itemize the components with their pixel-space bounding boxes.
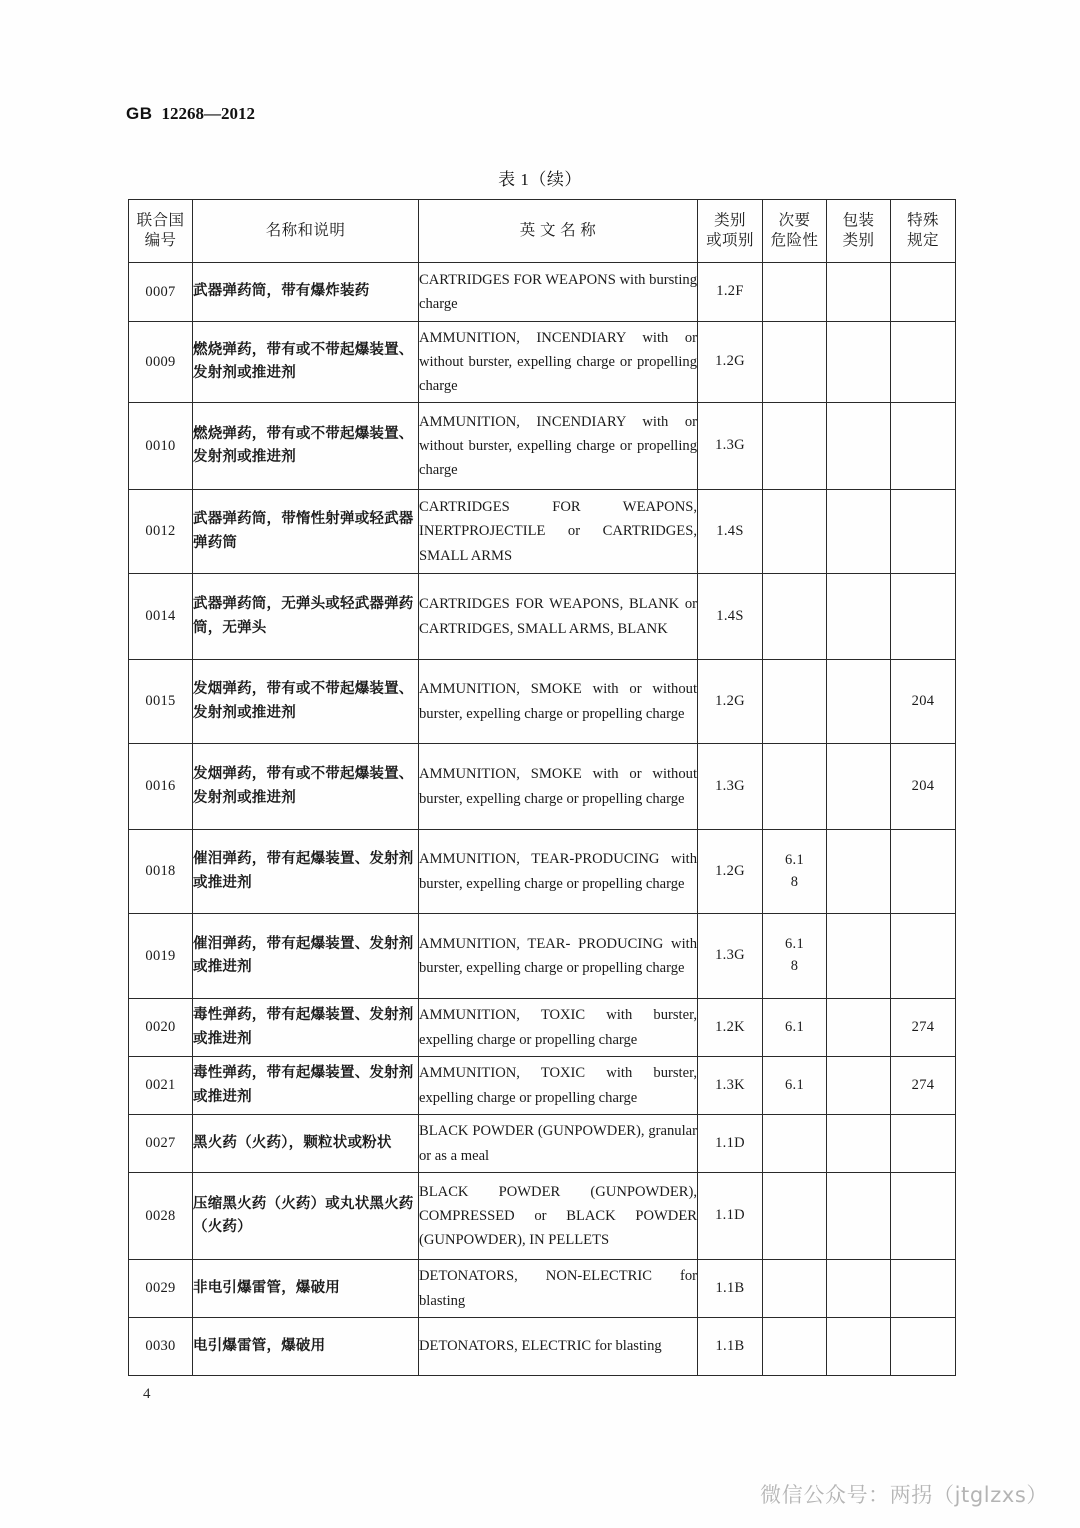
cell-packing-group <box>827 1115 891 1173</box>
cell-un-number: 0028 <box>129 1173 193 1260</box>
cell-un-number: 0029 <box>129 1260 193 1318</box>
standard-number: 12268—2012 <box>161 104 255 123</box>
cell-secondary-hazard <box>763 1260 827 1318</box>
cell-name-description: 燃烧弹药，带有或不带起爆装置、发射剂或推进剂 <box>193 322 419 403</box>
cell-english-name: AMMUNITION, SMOKE with or without burster, expelling charge or propelling charge <box>419 660 698 744</box>
cell-name-description: 发烟弹药，带有或不带起爆装置、发射剂或推进剂 <box>193 660 419 744</box>
column-header-packing-group-line2: 类别 <box>842 232 875 249</box>
watermark: 微信公众号：两拐（jtglzxs） <box>760 1483 1048 1507</box>
column-header-name-description <box>193 200 419 263</box>
cell-special-provisions <box>891 490 956 574</box>
cell-un-number: 0012 <box>129 490 193 574</box>
cell-class-division: 1.2G <box>698 322 763 403</box>
cell-class-division: 1.3G <box>698 403 763 490</box>
cell-english-name: CARTRIDGES FOR WEAPONS with bursting charge <box>419 263 698 322</box>
cell-secondary-hazard <box>763 490 827 574</box>
cell-un-number: 0021 <box>129 1057 193 1115</box>
page-number: 4 <box>143 1386 151 1402</box>
cell-english-name: BLACK POWDER (GUNPOWDER), COMPRESSED or BLACK POWDER (GUNPOWDER), IN PELLETS <box>419 1173 698 1260</box>
cell-secondary-hazard-line1: 6.1 <box>784 936 805 953</box>
standard-header <box>126 104 255 124</box>
column-header-special-provisions <box>891 200 956 263</box>
dangerous-goods-table-wrapper <box>128 199 955 1376</box>
cell-packing-group <box>827 744 891 830</box>
cell-english-name: AMMUNITION, TEAR-PRODUCING with burster, expelling charge or propelling charge <box>419 830 698 914</box>
cell-class-division: 1.2G <box>698 830 763 914</box>
table-row <box>129 574 956 660</box>
cell-secondary-hazard <box>763 322 827 403</box>
column-header-packing-group-line1: 包装 <box>842 212 875 230</box>
cell-name-description: 毒性弹药，带有起爆装置、发射剂或推进剂 <box>193 1057 419 1115</box>
table-row <box>129 660 956 744</box>
table-row <box>129 830 956 914</box>
cell-secondary-hazard <box>763 914 827 999</box>
table-row <box>129 999 956 1057</box>
cell-special-provisions: 204 <box>891 660 956 744</box>
cell-un-number: 0007 <box>129 263 193 322</box>
cell-un-number: 0016 <box>129 744 193 830</box>
table-caption: 表 1（续） <box>498 170 582 189</box>
cell-secondary-hazard-line1: 6.1 <box>784 1018 805 1035</box>
cell-class-division: 1.3G <box>698 744 763 830</box>
cell-name-description: 催泪弹药，带有起爆装置、发射剂或推进剂 <box>193 830 419 914</box>
table-header <box>129 200 956 263</box>
cell-secondary-hazard <box>763 830 827 914</box>
cell-english-name: DETONATORS, ELECTRIC for blasting <box>419 1318 698 1376</box>
cell-name-description: 非电引爆雷管，爆破用 <box>193 1260 419 1318</box>
cell-secondary-hazard <box>763 263 827 322</box>
cell-secondary-hazard-line2: 8 <box>790 873 799 890</box>
cell-packing-group <box>827 490 891 574</box>
cell-packing-group <box>827 1173 891 1260</box>
column-header-special-provisions-line1: 特殊 <box>907 212 939 230</box>
cell-special-provisions <box>891 1173 956 1260</box>
cell-english-name: CARTRIDGES FOR WEAPONS, BLANK or CARTRIDGES, SMALL ARMS, BLANK <box>419 574 698 660</box>
cell-un-number: 0030 <box>129 1318 193 1376</box>
cell-packing-group <box>827 1057 891 1115</box>
cell-secondary-hazard-line2: 8 <box>790 958 799 974</box>
cell-un-number: 0009 <box>129 322 193 403</box>
cell-packing-group <box>827 574 891 660</box>
cell-special-provisions <box>891 574 956 660</box>
cell-special-provisions <box>891 914 956 999</box>
table-body <box>129 263 956 1376</box>
cell-special-provisions <box>891 322 956 403</box>
cell-special-provisions <box>891 830 956 914</box>
cell-class-division: 1.1D <box>698 1173 763 1260</box>
cell-special-provisions: 274 <box>891 999 956 1057</box>
cell-english-name: AMMUNITION, INCENDIARY with or without burster, expelling charge or propelling charge <box>419 403 698 490</box>
cell-class-division: 1.3G <box>698 914 763 999</box>
standard-prefix: GB <box>126 104 153 123</box>
cell-special-provisions <box>891 263 956 322</box>
table-row <box>129 1115 956 1173</box>
column-header-class-division-line1: 类别 <box>714 212 746 230</box>
cell-special-provisions <box>891 1260 956 1318</box>
table-row <box>129 490 956 574</box>
cell-name-description: 压缩黑火药（火药）或丸状黑火药（火药） <box>193 1173 419 1260</box>
cell-class-division: 1.4S <box>698 490 763 574</box>
column-header-secondary-hazard-line2: 危险性 <box>770 232 819 249</box>
cell-special-provisions: 274 <box>891 1057 956 1115</box>
column-header-secondary-hazard-line1: 次要 <box>778 212 811 230</box>
cell-class-division: 1.2G <box>698 660 763 744</box>
cell-packing-group <box>827 403 891 490</box>
cell-class-division: 1.4S <box>698 574 763 660</box>
cell-class-division: 1.1D <box>698 1115 763 1173</box>
cell-packing-group <box>827 1260 891 1318</box>
cell-un-number: 0020 <box>129 999 193 1057</box>
table-row <box>129 322 956 403</box>
cell-secondary-hazard <box>763 999 827 1057</box>
column-header-class-division-line2: 或项别 <box>706 232 754 249</box>
cell-packing-group <box>827 660 891 744</box>
cell-special-provisions: 204 <box>891 744 956 830</box>
cell-name-description: 燃烧弹药，带有或不带起爆装置、发射剂或推进剂 <box>193 403 419 490</box>
table-row <box>129 1318 956 1376</box>
cell-name-description: 催泪弹药，带有起爆装置、发射剂或推进剂 <box>193 914 419 999</box>
table-row <box>129 744 956 830</box>
cell-name-description: 武器弹药筒，带惰性射弹或轻武器弹药筒 <box>193 490 419 574</box>
table-row <box>129 1260 956 1318</box>
column-header-packing-group <box>827 200 891 263</box>
cell-un-number: 0014 <box>129 574 193 660</box>
table-row <box>129 1173 956 1260</box>
cell-english-name: BLACK POWDER (GUNPOWDER), granular or as a meal <box>419 1115 698 1173</box>
cell-class-division: 1.2K <box>698 999 763 1057</box>
cell-un-number: 0015 <box>129 660 193 744</box>
cell-packing-group <box>827 1318 891 1376</box>
column-header-name-description-line1: 名称和说明 <box>265 222 346 240</box>
cell-secondary-hazard <box>763 1115 827 1173</box>
column-header-secondary-hazard <box>763 200 827 263</box>
cell-secondary-hazard <box>763 403 827 490</box>
cell-english-name: AMMUNITION, INCENDIARY with or without burster, expelling charge or propelling charge <box>419 322 698 403</box>
cell-secondary-hazard <box>763 1057 827 1115</box>
column-header-special-provisions-line2: 规定 <box>907 232 939 249</box>
cell-un-number: 0027 <box>129 1115 193 1173</box>
column-header-english-name-line1: 英 文 名 称 <box>519 222 597 240</box>
cell-secondary-hazard <box>763 574 827 660</box>
cell-class-division: 1.1B <box>698 1318 763 1376</box>
cell-secondary-hazard <box>763 744 827 830</box>
cell-un-number: 0018 <box>129 830 193 914</box>
column-header-un-number <box>129 200 193 263</box>
dangerous-goods-table <box>128 199 956 1376</box>
cell-secondary-hazard-line1: 6.1 <box>784 851 805 868</box>
cell-packing-group <box>827 263 891 322</box>
column-header-un-number-line2: 编号 <box>144 232 177 249</box>
cell-secondary-hazard-line1: 6.1 <box>784 1076 805 1093</box>
table-row <box>129 403 956 490</box>
column-header-un-number-line1: 联合国 <box>136 212 185 230</box>
column-header-english-name <box>419 200 698 263</box>
cell-un-number: 0010 <box>129 403 193 490</box>
cell-secondary-hazard <box>763 1173 827 1260</box>
cell-secondary-hazard <box>763 1318 827 1376</box>
cell-special-provisions <box>891 403 956 490</box>
cell-packing-group <box>827 999 891 1057</box>
cell-english-name: AMMUNITION, TOXIC with burster, expelling charge or propelling charge <box>419 1057 698 1115</box>
cell-packing-group <box>827 322 891 403</box>
table-row <box>129 1057 956 1115</box>
table-row <box>129 914 956 999</box>
cell-class-division: 1.2F <box>698 263 763 322</box>
cell-name-description: 毒性弹药，带有起爆装置、发射剂或推进剂 <box>193 999 419 1057</box>
cell-class-division: 1.3K <box>698 1057 763 1115</box>
cell-secondary-hazard <box>763 660 827 744</box>
cell-name-description: 电引爆雷管，爆破用 <box>193 1318 419 1376</box>
cell-packing-group <box>827 914 891 999</box>
cell-class-division: 1.1B <box>698 1260 763 1318</box>
table-row <box>129 263 956 322</box>
cell-english-name: CARTRIDGES FOR WEAPONS, INERTPROJECTILE or CARTRIDGES, SMALL ARMS <box>419 490 698 574</box>
cell-name-description: 黑火药（火药），颗粒状或粉状 <box>193 1115 419 1173</box>
cell-english-name: AMMUNITION, TEAR- PRODUCING with burster, expelling charge or propelling charge <box>419 914 698 999</box>
column-header-class-division <box>698 200 763 263</box>
cell-special-provisions <box>891 1318 956 1376</box>
cell-name-description: 武器弹药筒，无弹头或轻武器弹药筒，无弹头 <box>193 574 419 660</box>
cell-special-provisions <box>891 1115 956 1173</box>
cell-packing-group <box>827 830 891 914</box>
cell-name-description: 武器弹药筒，带有爆炸装药 <box>193 263 419 322</box>
cell-un-number: 0019 <box>129 914 193 999</box>
cell-name-description: 发烟弹药，带有或不带起爆装置、发射剂或推进剂 <box>193 744 419 830</box>
cell-english-name: DETONATORS, NON-ELECTRIC for blasting <box>419 1260 698 1318</box>
table-header-row <box>129 200 956 263</box>
cell-english-name: AMMUNITION, TOXIC with burster, expelling charge or propelling charge <box>419 999 698 1057</box>
cell-english-name: AMMUNITION, SMOKE with or without burster, expelling charge or propelling charge <box>419 744 698 830</box>
